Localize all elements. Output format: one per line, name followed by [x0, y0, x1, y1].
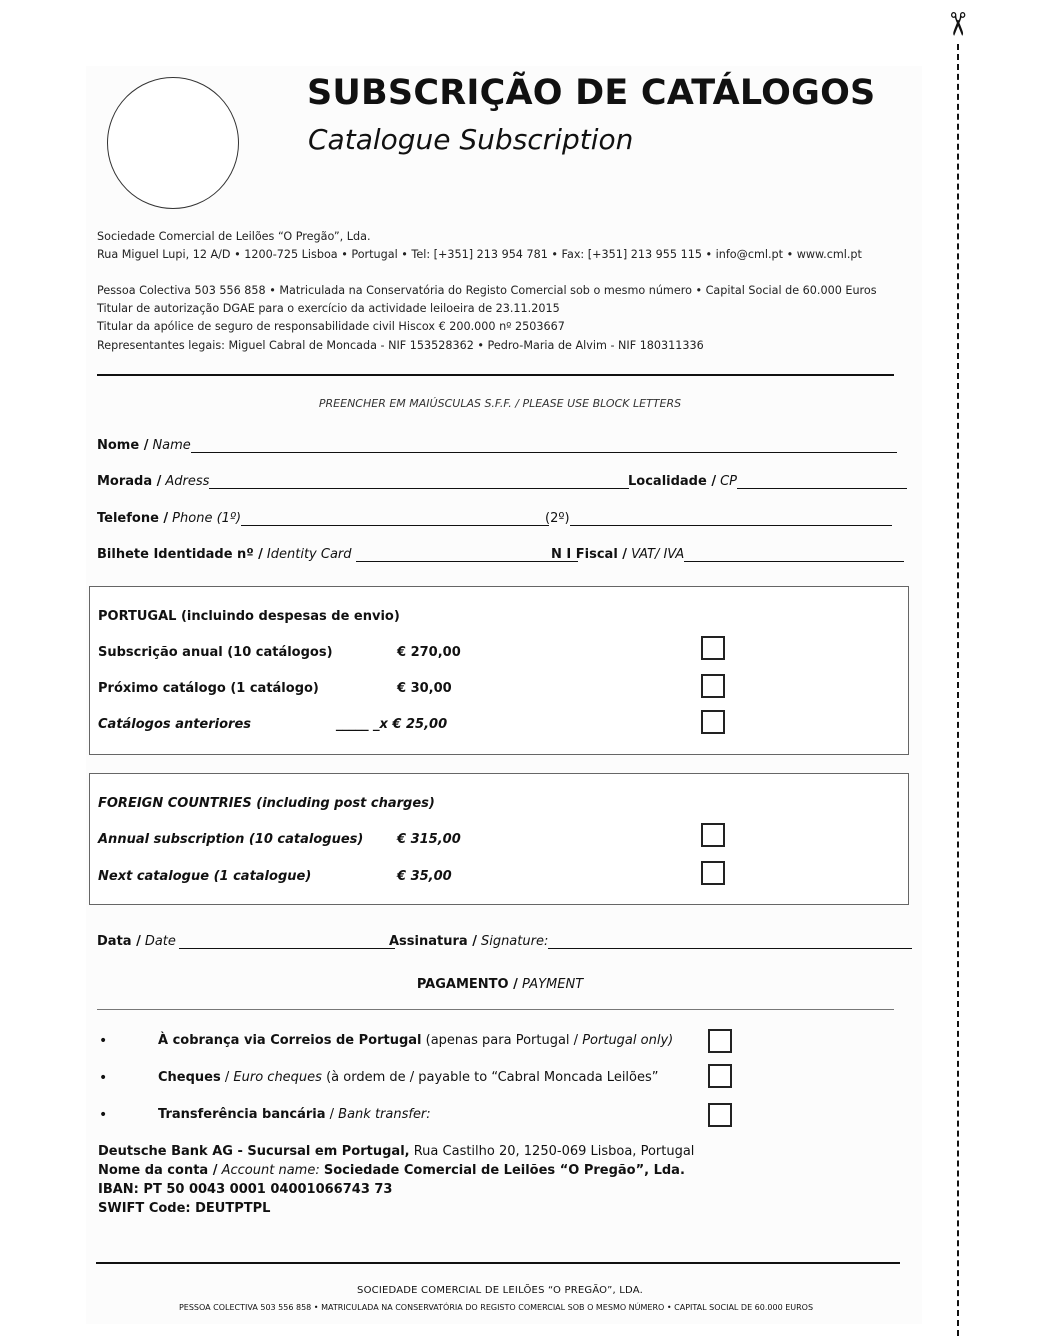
address-field[interactable]: [97, 471, 629, 489]
portugal-annual-label: Subscrição anual (10 catálogos): [98, 645, 333, 660]
phone2-label: (2º): [545, 511, 570, 526]
signature-field[interactable]: [389, 931, 912, 949]
phone-field[interactable]: [97, 508, 549, 526]
date-label: Data /: [97, 934, 141, 949]
name-label-en: Name: [152, 438, 191, 453]
date-field[interactable]: [97, 931, 395, 949]
iban: IBAN: PT 50 0043 0001 04001066743 73: [98, 1182, 393, 1197]
name-label: Nome /: [97, 438, 149, 453]
foreign-annual-checkbox[interactable]: [701, 823, 725, 847]
page-title: SUBSCRIÇÃO DE CATÁLOGOS: [307, 73, 876, 113]
vat-label: N I Fiscal /: [551, 547, 628, 562]
id-card-input-line[interactable]: [356, 547, 578, 562]
portugal-next-checkbox[interactable]: [701, 674, 725, 698]
payment-option-post-title: À cobrança via Correios de Portugal: [158, 1033, 422, 1048]
foreign-heading: FOREIGN COUNTRIES (including post charges): [98, 796, 435, 811]
bank-address: Rua Castilho 20, 1250-069 Lisboa, Portugal: [413, 1144, 695, 1159]
portugal-annual-price: € 270,00: [397, 645, 461, 660]
payment-heading: [0, 977, 1000, 992]
company-address: Rua Miguel Lupi, 12 A/D • 1200-725 Lisboa • Portugal • Tel: [+351] 213 954 781 • Fax: [+351] 213 955 115 • info@cml.pt • www.cml.pt: [97, 248, 862, 261]
payment-bullet: •: [99, 1107, 108, 1123]
bank-line: [98, 1144, 694, 1159]
account-name-value: Sociedade Comercial de Leilões “O Pregão”, Lda.: [323, 1163, 685, 1178]
portugal-previous-label: Catálogos anteriores: [98, 717, 252, 732]
account-name-label-en: Account name:: [221, 1163, 320, 1178]
phone2-input-line[interactable]: [570, 511, 892, 526]
payment-transfer-checkbox[interactable]: [708, 1103, 732, 1127]
footer-registration: PESSOA COLECTIVA 503 556 858 • MATRICULADA NA CONSERVATÓRIA DO REGISTO COMERCIAL SOB O MESMO NÚMERO • CAPITAL SOCIAL DE 60.000 EUROS: [178, 1303, 814, 1312]
vat-input-line[interactable]: [684, 547, 904, 562]
portugal-next-label: Próximo catálogo (1 catálogo): [98, 681, 319, 696]
locality-field[interactable]: [628, 471, 907, 489]
locality-label: Localidade /: [628, 474, 717, 489]
vat-field[interactable]: [551, 544, 904, 562]
payment-bullet: •: [99, 1033, 108, 1049]
footer-divider: [96, 1262, 900, 1264]
portugal-previous-price: _____ _x € 25,00: [336, 717, 448, 732]
payment-option-transfer: [158, 1107, 431, 1122]
page-subtitle: Catalogue Subscription: [308, 123, 634, 156]
company-name: Sociedade Comercial de Leilões “O Pregão”, Lda.: [97, 230, 371, 243]
signature-label-en: Signature:: [480, 934, 549, 949]
cut-line: [957, 44, 959, 1336]
swift-code: SWIFT Code: DEUTPTPL: [98, 1201, 271, 1216]
payment-option-transfer-title: Transferência bancária: [158, 1107, 326, 1122]
payment-option-cheques-title: Cheques: [158, 1070, 221, 1085]
payment-post-checkbox[interactable]: [708, 1029, 732, 1053]
locality-label-en: CP: [720, 474, 738, 489]
payment-option-cheques: [158, 1070, 659, 1085]
payment-option-post: [158, 1033, 673, 1048]
payment-option-transfer-en: Bank transfer:: [338, 1107, 431, 1122]
payment-option-post-note: (apenas para Portugal /: [425, 1033, 579, 1048]
phone2-field[interactable]: [545, 508, 892, 526]
block-letters-instruction: PREENCHER EM MAIÚSCULAS S.F.F. / PLEASE USE BLOCK LETTERS: [318, 397, 682, 410]
foreign-annual-label: Annual subscription (10 catalogues): [98, 832, 364, 847]
portugal-previous-checkbox[interactable]: [701, 710, 725, 734]
payment-option-cheques-payee: (à ordem de / payable to “Cabral Moncada Leilões”: [326, 1070, 659, 1085]
phone-label-en: Phone (1º): [172, 511, 242, 526]
id-card-field[interactable]: [97, 544, 578, 562]
name-field[interactable]: [97, 435, 897, 453]
portugal-next-price: € 30,00: [397, 681, 452, 696]
scissors-icon: ✂: [938, 10, 977, 38]
date-input-line[interactable]: [179, 934, 395, 949]
payment-option-cheques-en: Euro cheques: [233, 1070, 322, 1085]
company-representatives: Representantes legais: Miguel Cabral de Moncada - NIF 153528362 • Pedro-Maria de Alvim - NIF 180311336: [97, 339, 704, 352]
company-dgae: Titular de autorização DGAE para o exercício da actividade leiloeira de 23.11.2015: [97, 302, 560, 315]
id-card-label: Bilhete Identidade nº /: [97, 547, 263, 562]
phone-input-line[interactable]: [241, 511, 549, 526]
payment-heading-en: PAYMENT: [522, 977, 584, 992]
payment-bullet: •: [99, 1070, 108, 1086]
address-input-line[interactable]: [209, 474, 629, 489]
payment-option-cheques-slash: /: [224, 1070, 230, 1085]
vat-label-en: VAT/ IVA: [631, 547, 685, 562]
name-input-line[interactable]: [191, 438, 897, 453]
phone-label: Telefone /: [97, 511, 169, 526]
company-insurance: Titular da apólice de seguro de responsabilidade civil Hiscox € 200.000 nº 2503667: [97, 320, 565, 333]
logo-circle: [107, 77, 239, 209]
id-card-label-en: Identity Card: [266, 547, 352, 562]
address-label: Morada /: [97, 474, 162, 489]
foreign-annual-price: € 315,00: [397, 832, 461, 847]
address-label-en: Adress: [165, 474, 210, 489]
foreign-next-label: Next catalogue (1 catalogue): [98, 869, 312, 884]
signature-label: Assinatura /: [389, 934, 477, 949]
payment-heading-pt: PAGAMENTO /: [416, 977, 518, 992]
signature-input-line[interactable]: [548, 934, 912, 949]
company-registration: Pessoa Colectiva 503 556 858 • Matriculada na Conservatória do Registo Comercial sob o mesmo número • Capital Social de 60.000 Euros: [97, 284, 877, 297]
portugal-heading: PORTUGAL (incluindo despesas de envio): [98, 609, 400, 624]
foreign-next-checkbox[interactable]: [701, 861, 725, 885]
account-name-line: [98, 1163, 685, 1178]
payment-cheques-checkbox[interactable]: [708, 1064, 732, 1088]
bank-name: Deutsche Bank AG - Sucursal em Portugal,: [98, 1144, 410, 1159]
header-divider: [97, 374, 894, 376]
payment-divider: [97, 1009, 894, 1010]
payment-option-transfer-slash: /: [329, 1107, 335, 1122]
locality-input-line[interactable]: [737, 474, 907, 489]
footer-company: SOCIEDADE COMERCIAL DE LEILÕES “O PREGÃO”, LDA.: [357, 1285, 643, 1296]
payment-option-post-note-en: Portugal only): [582, 1033, 674, 1048]
foreign-next-price: € 35,00: [397, 869, 452, 884]
account-name-label: Nome da conta /: [98, 1163, 218, 1178]
date-label-en: Date: [144, 934, 176, 949]
portugal-annual-checkbox[interactable]: [701, 636, 725, 660]
